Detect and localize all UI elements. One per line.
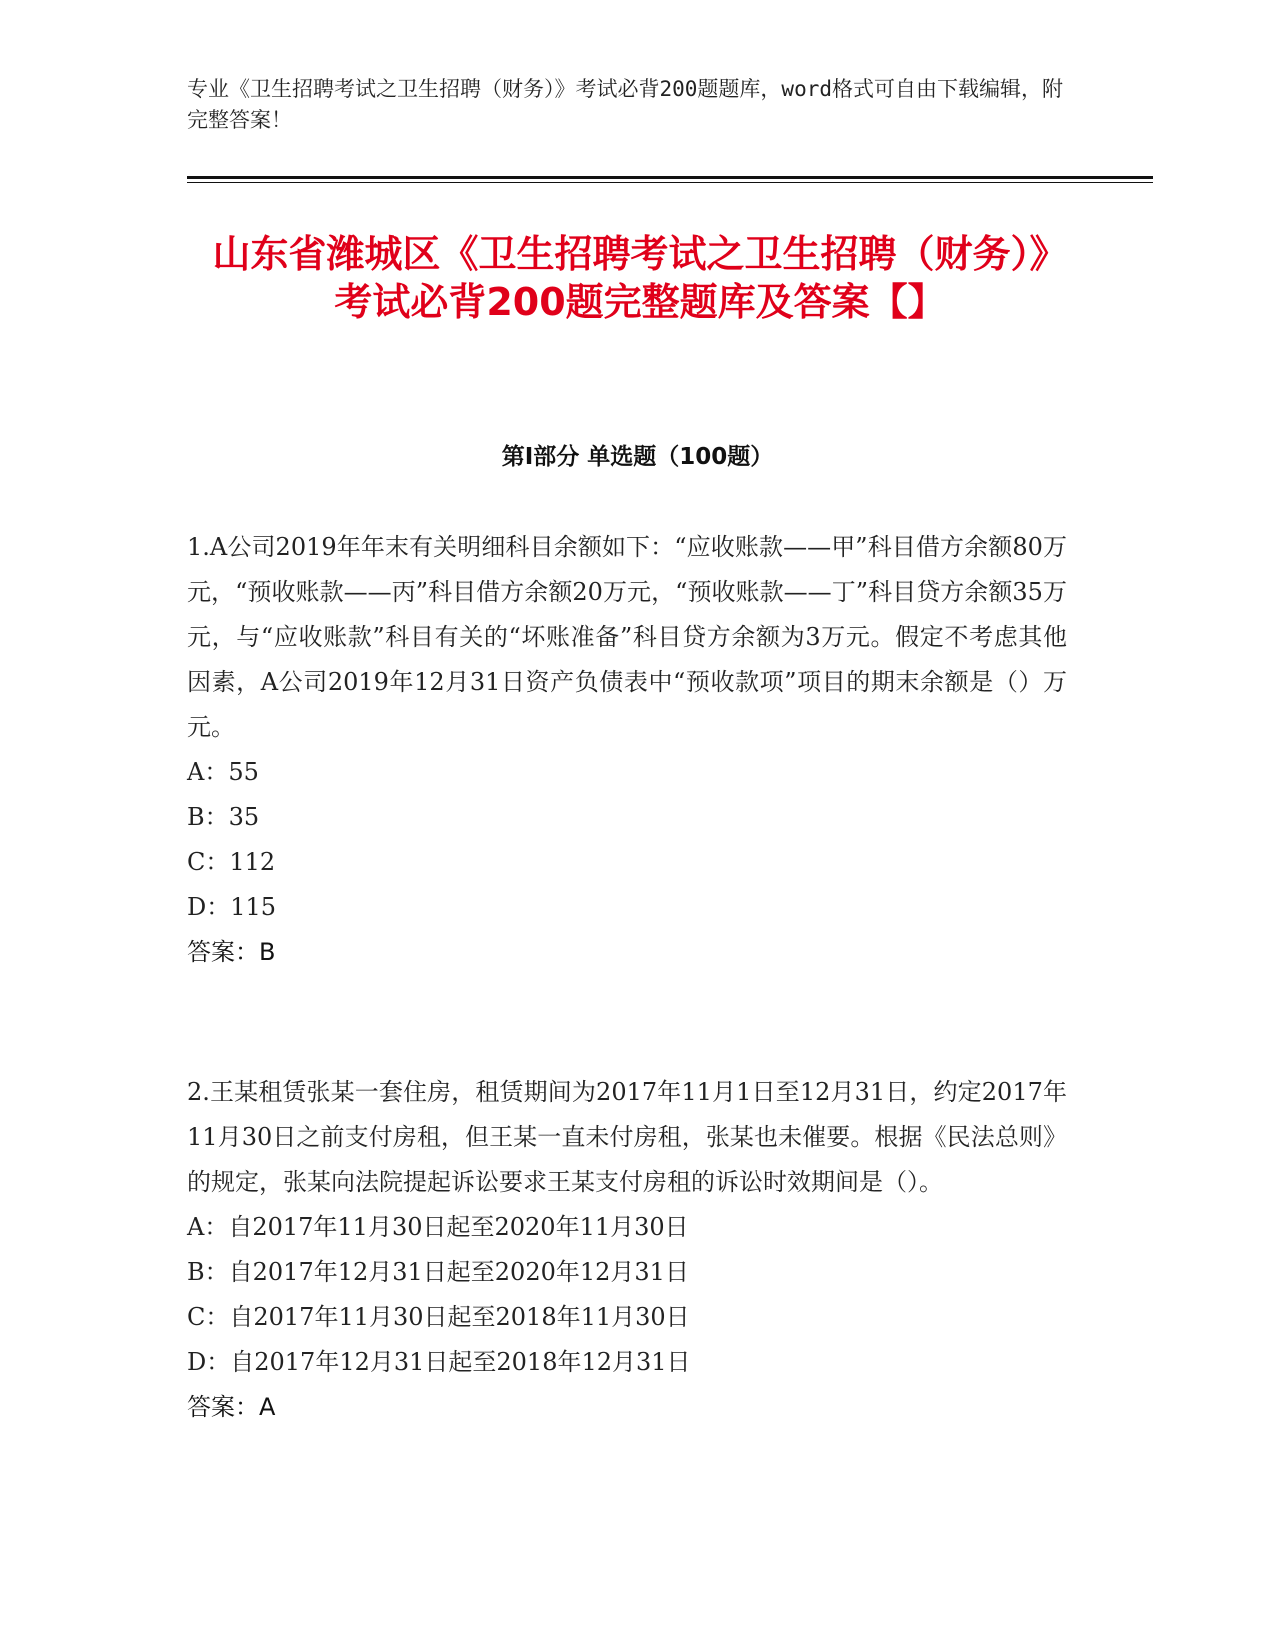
option-d: D：115 [187,893,277,921]
question-text: 1.A公司2019年年末有关明细科目余额如下：“应收账款——甲”科目借方余额80万元，“预收账款——丙”科目借方余额20万元，“预收账款——丁”科目贷方余额35万元，与“应收账款”科目有关的“坏账准备”科目贷方余额为3万元。假定不考虑其他因素，A公司2019年12月31日资产负债表中“预收款项”项目的期末余额是（）万元。 [187,533,1067,741]
option-a: A：55 [187,758,259,786]
option-c: C：自2017年11月30日起至2018年11月30日 [187,1303,690,1331]
header-divider-thick [187,176,1153,179]
question-2 [187,1070,1067,1430]
option-b: B：35 [187,803,260,831]
option-d: D：自2017年12月31日起至2018年12月31日 [187,1348,691,1376]
option-b: B：自2017年12月31日起至2020年12月31日 [187,1258,689,1286]
question-text: 2.王某租赁张某一套住房，租赁期间为2017年11月1日至12月31日，约定2017年11月30日之前支付房租，但王某一直未付房租，张某也未催要。根据《民法总则》的规定，张某向法院提起诉讼要求王某支付房租的诉讼时效期间是（）。 [187,1078,1067,1196]
option-c: C：112 [187,848,276,876]
document-title: 山东省潍城区《卫生招聘考试之卫生招聘（财务）》考试必背200题完整题库及答案【】 [212,232,1068,324]
header-divider-thin [187,182,1153,183]
option-a: A：自2017年11月30日起至2020年11月30日 [187,1213,689,1241]
answer: 答案：B [187,938,276,966]
answer: 答案：A [187,1393,276,1421]
question-1 [187,525,1067,975]
section-title: 第I部分 单选题（100题） [501,444,774,470]
header-note: 专业《卫生招聘考试之卫生招聘（财务）》考试必背200题题库，word格式可自由下载编辑，附完整答案！ [187,77,1063,132]
